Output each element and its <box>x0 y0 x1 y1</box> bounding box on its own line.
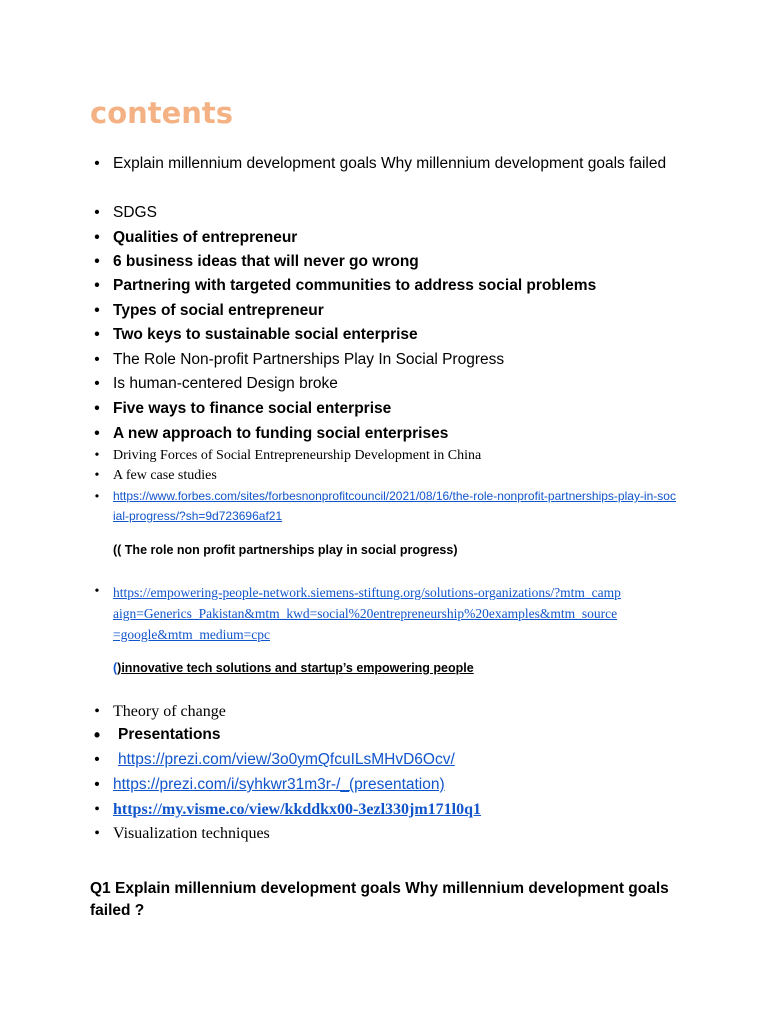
list-item-text: Visualization techniques <box>113 825 270 842</box>
bullet-icon: • <box>94 825 100 842</box>
list-item-text: The Role Non-profit Partnerships Play In Social Progress <box>113 351 505 368</box>
bullet-icon: • <box>94 448 100 463</box>
bullet-icon: • <box>94 204 100 221</box>
list-item-text: 6 business ideas that will never go wrong <box>113 253 419 270</box>
list-item-text: Two keys to sustainable social enterprise <box>113 326 418 343</box>
prezi-link-1[interactable]: https://prezi.com/view/3o0ymQfcuILsMHvD6Ocv/ <box>118 751 455 768</box>
bullet-icon: • <box>94 425 100 442</box>
list-item-text: Qualities of entrepreneur <box>113 229 298 246</box>
list-item-text: A new approach to funding social enterprises <box>113 425 449 442</box>
contents-heading: contents <box>90 96 234 130</box>
list-item-text: Is human-centered Design broke <box>113 375 338 392</box>
bullet-icon: • <box>94 229 100 246</box>
bullet-icon: • <box>94 584 100 599</box>
bullet-icon: • <box>94 277 100 294</box>
bullet-icon: • <box>94 776 100 793</box>
forbes-note: (( The role non profit partnerships play in social progress) <box>113 543 458 557</box>
list-item-text: Partnering with targeted communities to address social problems <box>113 277 597 294</box>
forbes-link[interactable]: https://www.forbes.com/sites/forbesnonprofitcouncil/2021/08/16/the-role-nonprofit-partnerships-play-in-social-progress/?sh=9d723696af21 <box>113 489 676 523</box>
bullet-icon: • <box>94 253 100 270</box>
note-text: )innovative tech solutions and startup’s empowering people <box>117 661 474 675</box>
list-item-text: SDGS <box>113 204 157 221</box>
bullet-icon: • <box>94 155 100 172</box>
bullet-icon: • <box>94 326 100 343</box>
bullet-icon: • <box>94 468 100 483</box>
list-item-text: Explain millennium development goals Why millennium development goals failed <box>113 155 667 172</box>
prezi-link-2[interactable]: https://prezi.com/i/syhkwr31m3r-/_(presentation) <box>113 776 445 793</box>
note-open-paren: ( <box>113 661 118 675</box>
bullet-icon: • <box>94 351 100 368</box>
visme-link[interactable]: https://my.visme.co/view/kkddkx00-3ezl330jm171l0q1 <box>113 801 482 818</box>
list-item-text: Five ways to finance social enterprise <box>113 400 392 417</box>
bullet-icon: • <box>94 489 100 503</box>
list-item-text: A few case studies <box>113 468 217 483</box>
bullet-icon: • <box>94 703 100 720</box>
list-item-text: Types of social entrepreneur <box>113 302 324 319</box>
list-item-text: Presentations <box>118 726 221 743</box>
bullet-icon: • <box>93 725 101 745</box>
question-1-heading: Q1 Explain millennium development goals Why millennium development goals failed ? <box>90 880 669 919</box>
bullet-icon: • <box>94 751 100 768</box>
bullet-icon: • <box>94 375 100 392</box>
siemens-note <box>113 661 474 675</box>
siemens-link[interactable]: https://empowering-people-network.siemens-stiftung.org/solutions-organizations/?mtm_campaign=Generics_Pakistan&mtm_kwd=social%20entrepreneurship%20examples&mtm_source=google&mtm_medium=cpc <box>113 585 621 642</box>
bullet-icon: • <box>94 400 100 417</box>
bullet-icon: • <box>94 302 100 319</box>
bullet-icon: • <box>94 801 100 818</box>
list-item-text: Driving Forces of Social Entrepreneurship Development in China <box>113 448 482 463</box>
list-item-text: Theory of change <box>113 703 226 720</box>
